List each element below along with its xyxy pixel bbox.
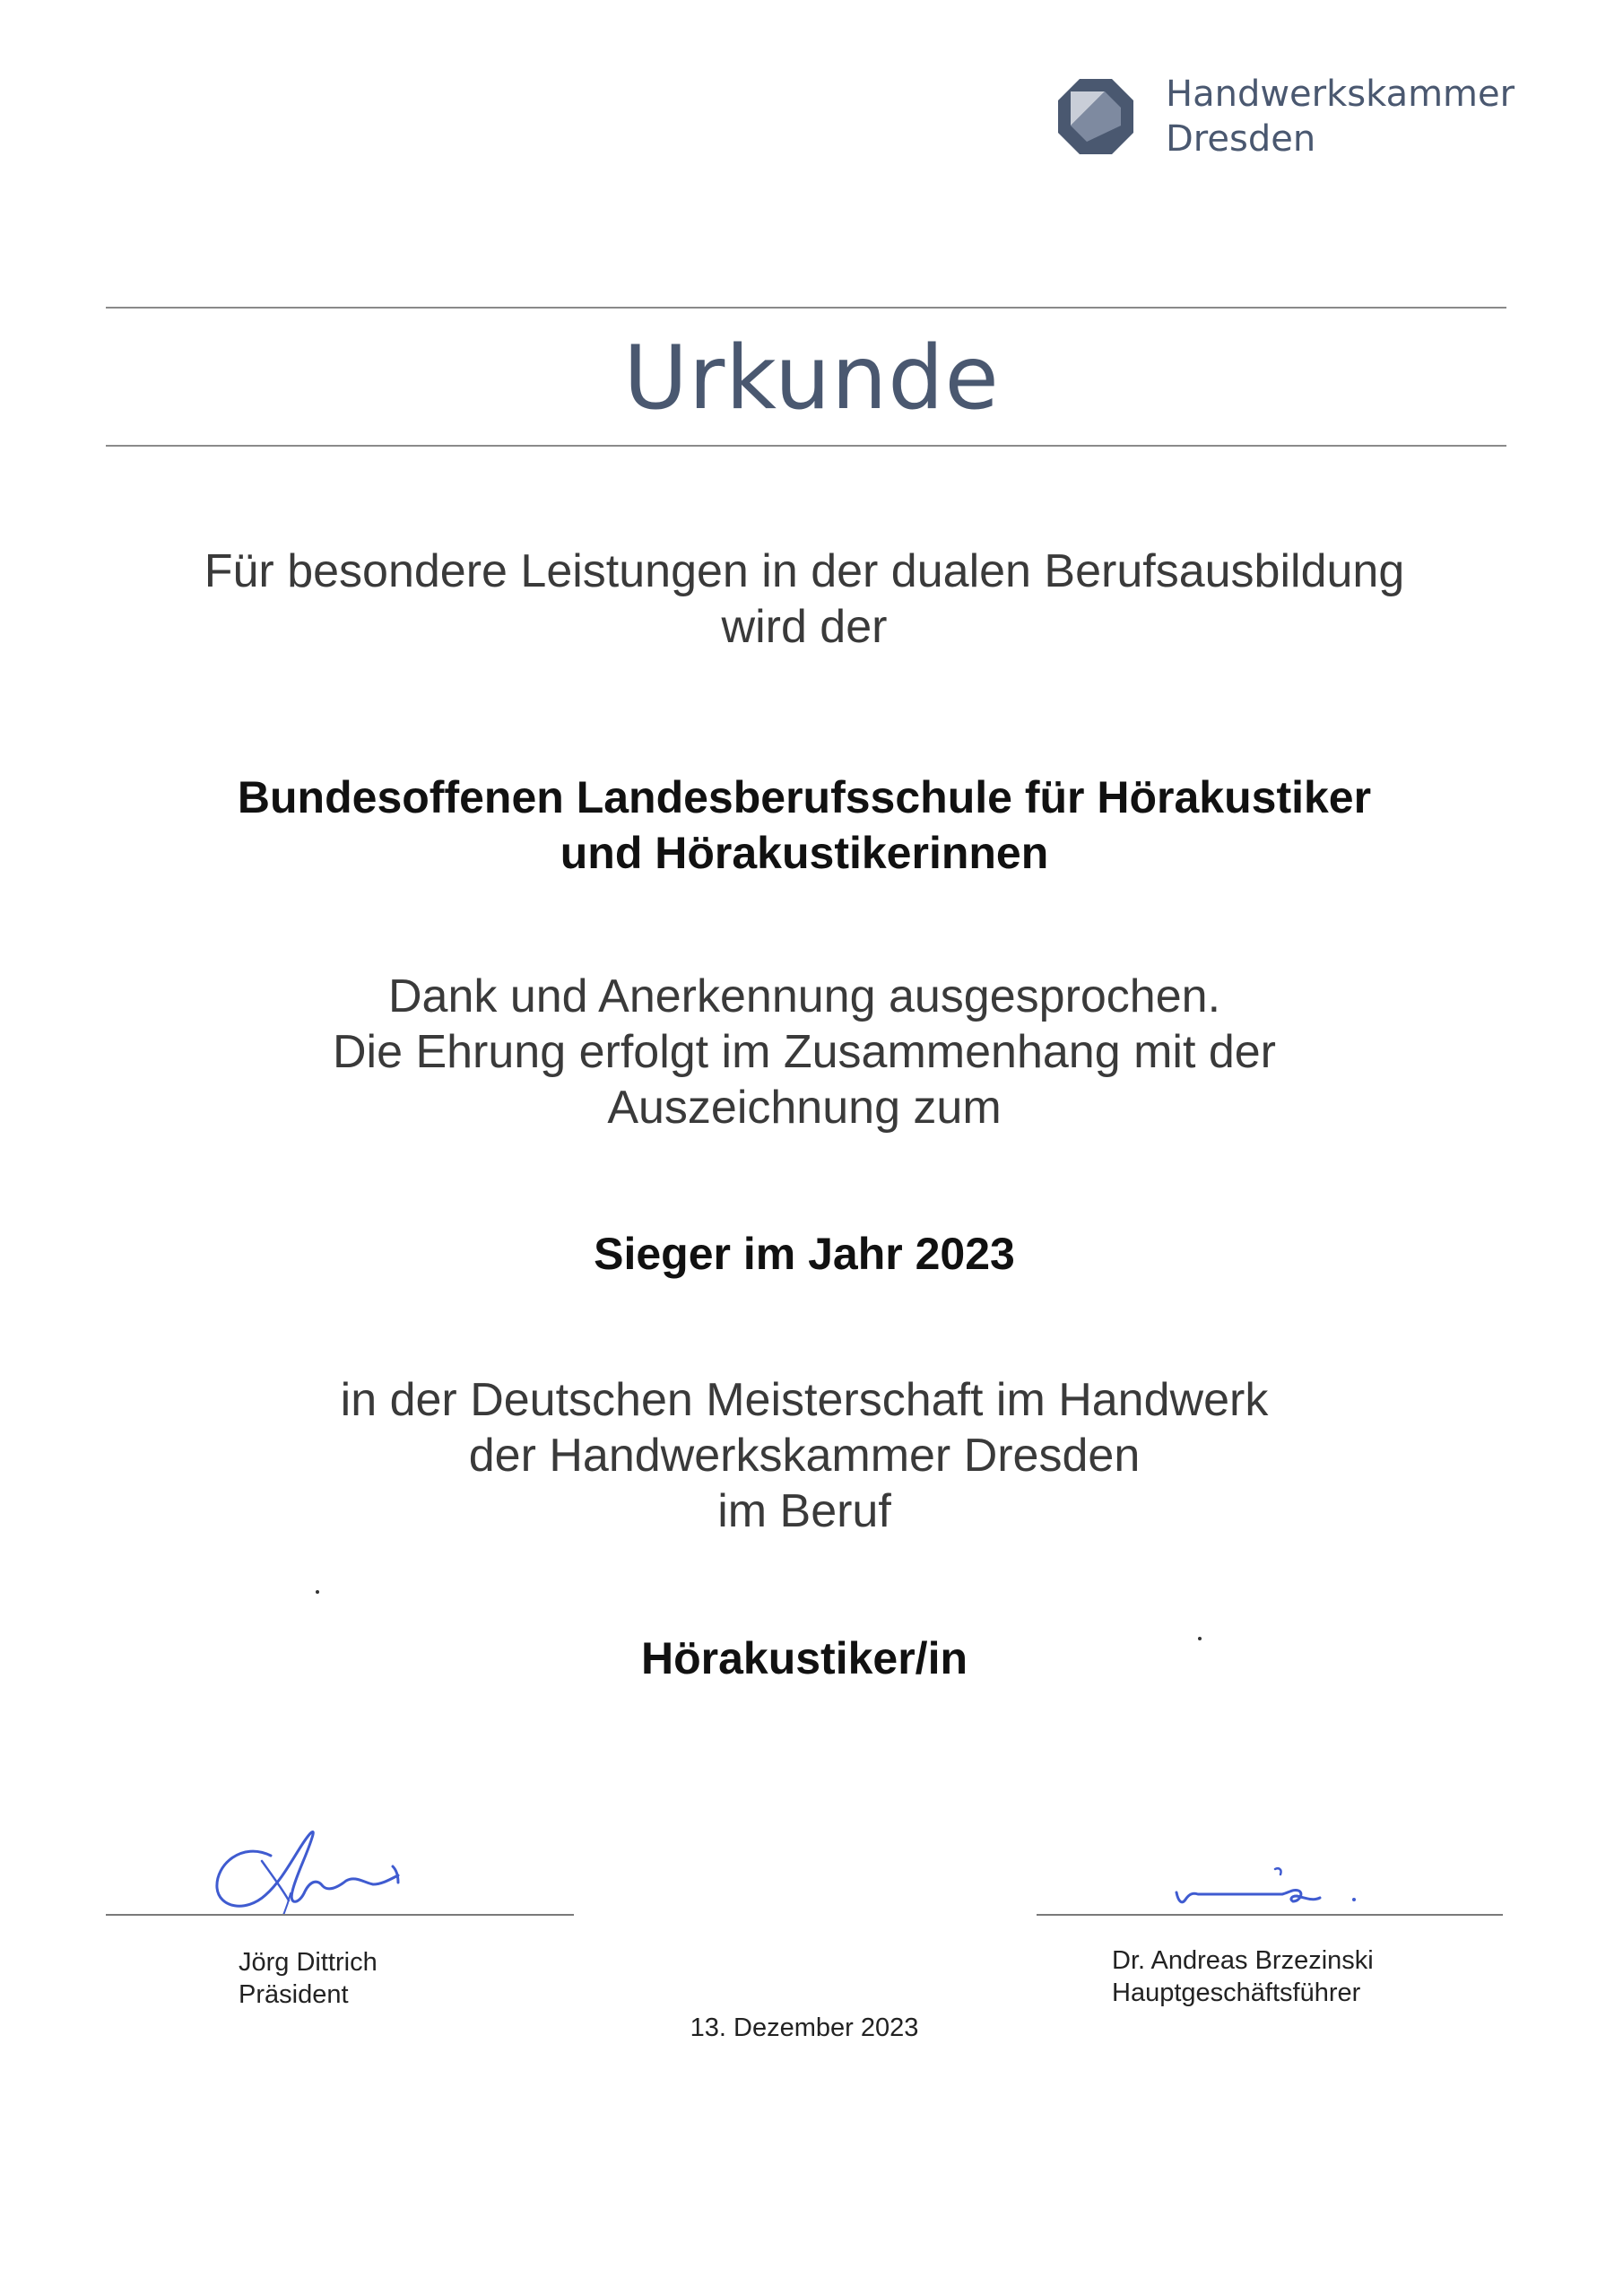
signature-right-icon	[1166, 1857, 1372, 1919]
chamber-logo-icon	[1058, 79, 1133, 154]
signer-right-role: Hauptgeschäftsführer	[1112, 1979, 1361, 2007]
signer-left	[239, 1946, 378, 2011]
intro-line-1: Für besondere Leistungen in der dualen Berufsausbildung	[204, 545, 1405, 597]
chamber-name-line2: Dresden	[1166, 118, 1316, 160]
signer-right	[1112, 1944, 1374, 2009]
signature-line-right	[1037, 1914, 1503, 1916]
scan-speck-right	[1198, 1637, 1202, 1640]
signer-right-name: Dr. Andreas Brzezinski	[1112, 1946, 1374, 1975]
profession-title: Hörakustiker/in	[640, 1633, 968, 1683]
title-rule-bottom	[106, 445, 1506, 447]
issue-date: 13. Dezember 2023	[690, 2013, 919, 2042]
signature-line-left	[106, 1914, 574, 1916]
context-line-1: in der Deutschen Meisterschaft im Handwerk	[340, 1374, 1269, 1426]
signer-left-role: Präsident	[239, 1980, 349, 2009]
thanks-line-1: Dank und Anerkennung ausgesprochen.	[387, 970, 1221, 1022]
thanks-line-3: Auszeichnung zum	[607, 1082, 1002, 1134]
recipient-line-2: und Hörakustikerinnen	[560, 828, 1049, 878]
title-rule-top	[106, 307, 1506, 309]
context-line-3: im Beruf	[717, 1485, 891, 1537]
intro-line-2: wird der	[721, 601, 888, 653]
recipient-line-1: Bundesoffenen Landesberufsschule für Hörakustiker	[237, 772, 1372, 822]
page-title: Urkunde	[623, 327, 1000, 430]
signature-left-icon	[206, 1807, 421, 1915]
thanks-line-2: Die Ehrung erfolgt im Zusammenhang mit der	[332, 1026, 1276, 1078]
context-line-2: der Handwerkskammer Dresden	[468, 1430, 1141, 1482]
scan-speck-left	[316, 1590, 319, 1594]
award-title: Sieger im Jahr 2023	[594, 1229, 1015, 1279]
chamber-name-line1: Handwerkskammer	[1166, 74, 1515, 115]
chamber-name	[1166, 72, 1515, 161]
signer-left-name: Jörg Dittrich	[239, 1948, 378, 1977]
